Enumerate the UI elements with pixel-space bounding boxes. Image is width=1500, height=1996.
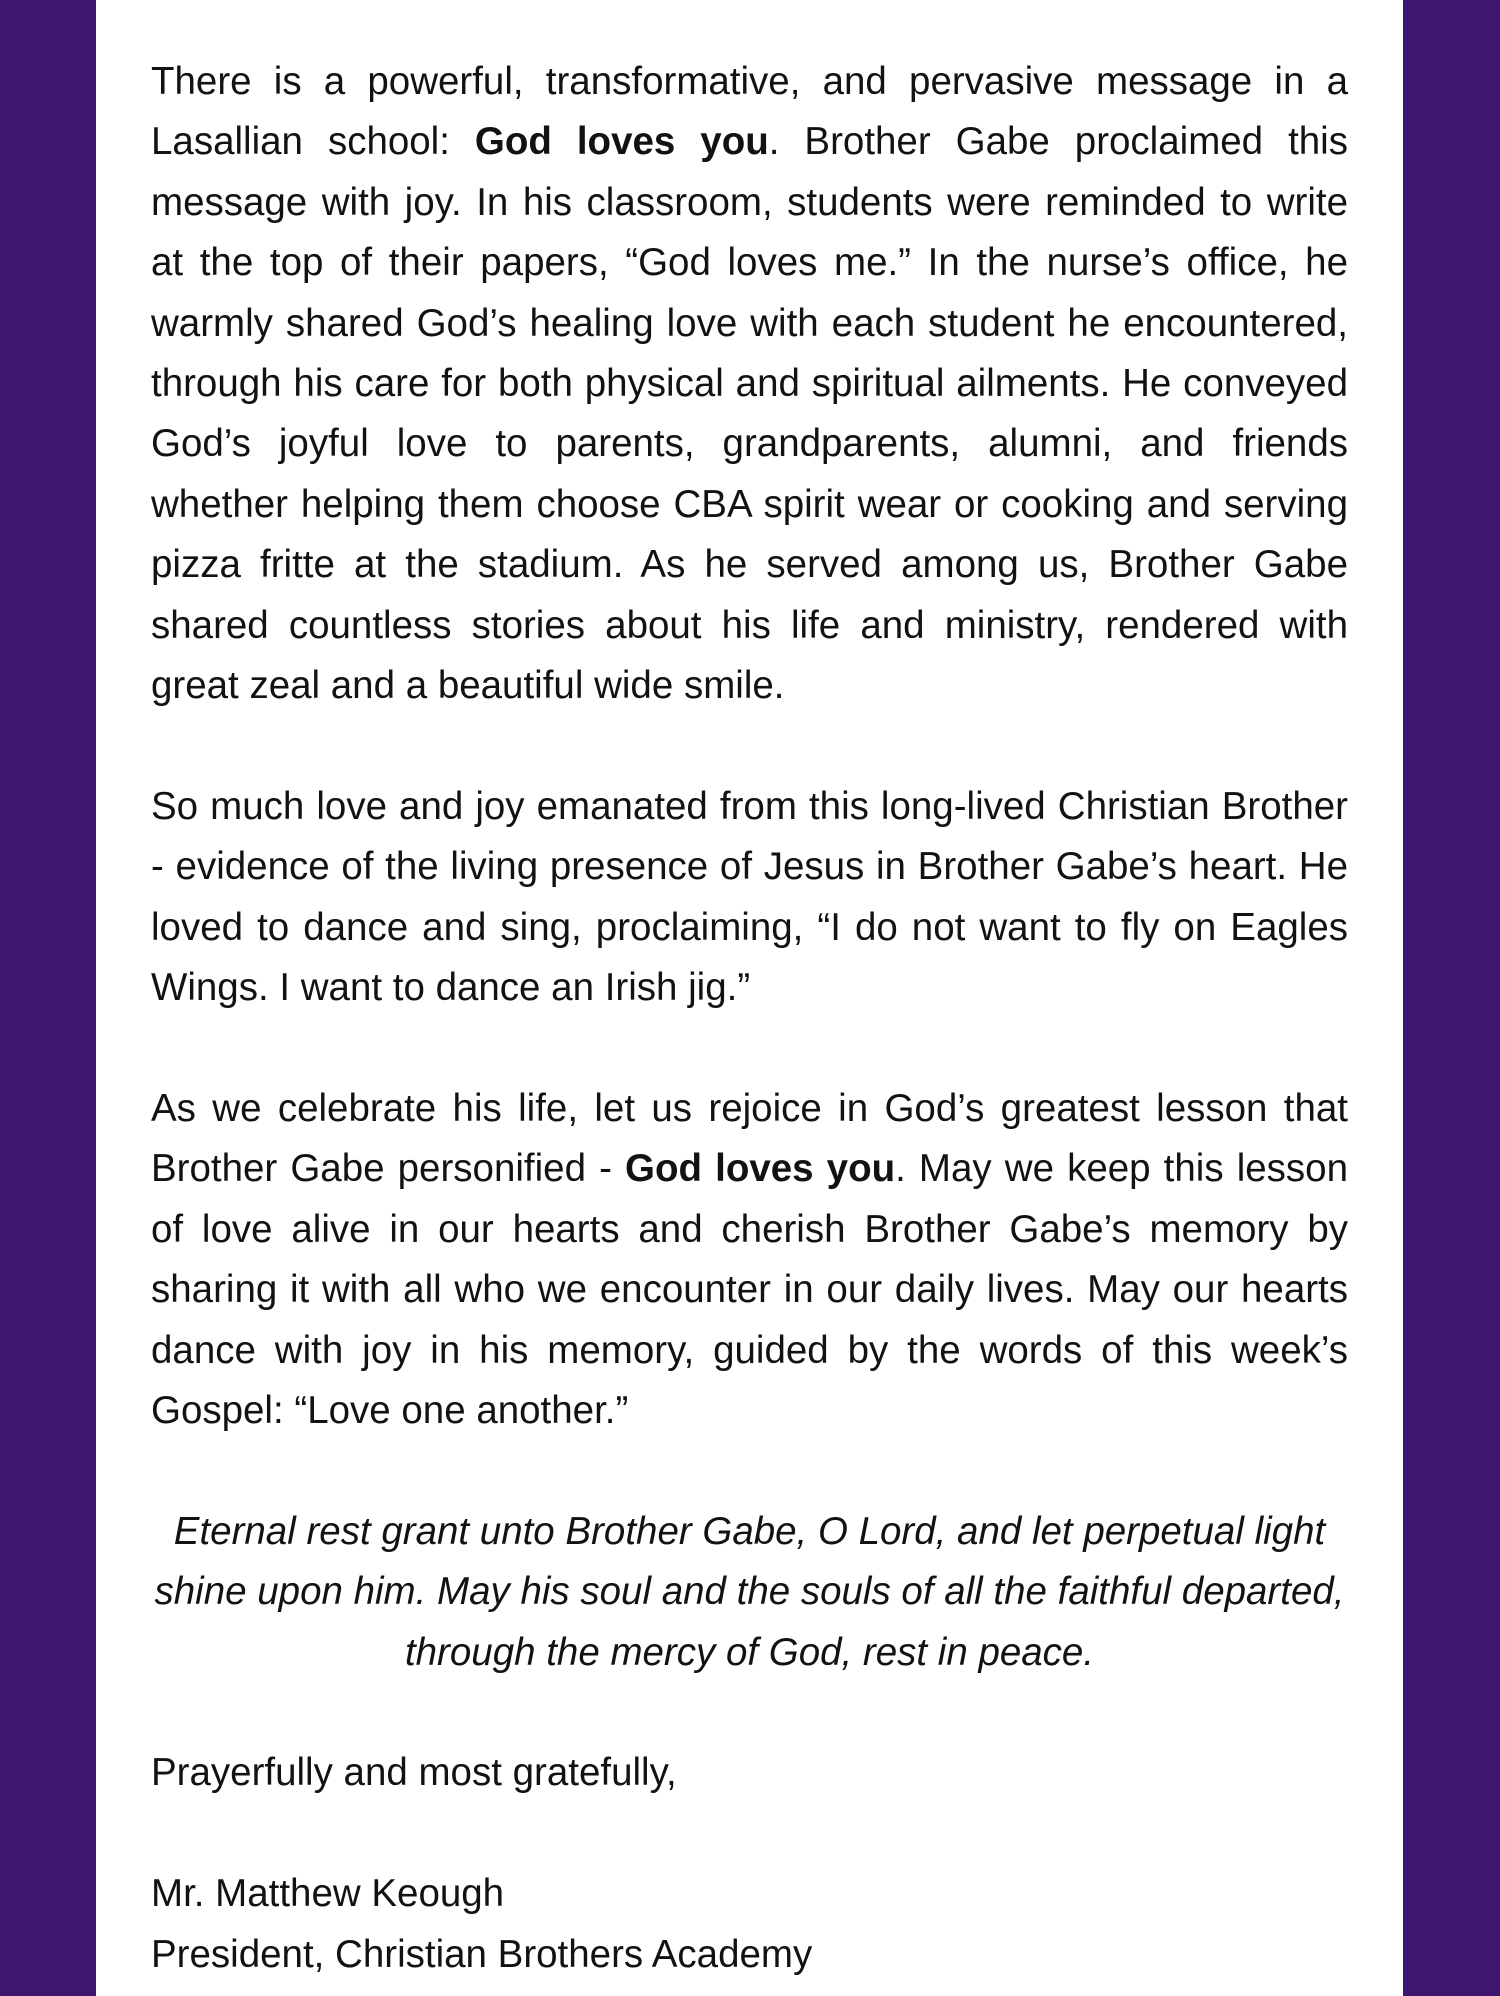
letter-page <box>96 0 1403 1996</box>
prayer-line-2: shine upon him. May his soul and the souls of all the faithful departed, <box>154 1570 1345 1614</box>
paragraph-2: So much love and joy emanated from this long-lived Christian Brother - evidence of the living presence of Jesus in Brother Gabe’s heart. He loved to dance and sing, proclaiming, “I do not want to fly on Eagles Wings. I want to dance an Irish jig.” <box>151 784 1348 1010</box>
paragraph-3-emphasis: God loves you <box>625 1147 896 1191</box>
signature-title: President, Christian Brothers Academy <box>151 1932 813 1976</box>
signature <box>151 1864 1348 1985</box>
paragraph-1 <box>151 52 1348 716</box>
prayer-line-1: Eternal rest grant unto Brother Gabe, O Lord, and let perpetual light <box>173 1509 1326 1553</box>
paragraph-3 <box>151 1079 1348 1441</box>
paragraph-1-text-a: There is a powerful, transformative, and pervasive message in a Lasallian school: <box>151 60 1348 164</box>
prayer-line-3: through the mercy of God, rest in peace. <box>404 1630 1095 1674</box>
paragraph-1-text-b: . Brother Gabe proclaimed this message with joy. In his classroom, students were reminded to write at the top of their papers, “God loves me.” In the nurse’s office, he warmly shared God’s healing love with each student he encountered, through his care for both physical and spiritual ailments. He conveyed God’s joyful love to parents, grandparents, alumni, and friends whether helping them choose CBA spirit wear or cooking and serving pizza fritte at the stadium. As he served among us, Brother Gabe shared countless stories about his life and ministry, rendered with great zeal and a beautiful wide smile. <box>151 120 1348 708</box>
paragraph-1-emphasis: God loves you <box>474 120 769 164</box>
signature-name: Mr. Matthew Keough <box>151 1872 505 1916</box>
prayer <box>151 1502 1348 1683</box>
paragraph-3-text-b: . May we keep this lesson of love alive in our hearts and cherish Brother Gabe’s memory by sharing it with all who we encounter in our daily lives. May our hearts dance with joy in his memory, guided by the words of this week’s Gospel: “Love one another.” <box>151 1147 1348 1432</box>
closing: Prayerfully and most gratefully, <box>151 1751 677 1795</box>
letter-body <box>151 52 1348 1985</box>
paragraph-3-text-a: As we celebrate his life, let us rejoice in God’s greatest lesson that Brother Gabe personified - <box>151 1086 1348 1191</box>
